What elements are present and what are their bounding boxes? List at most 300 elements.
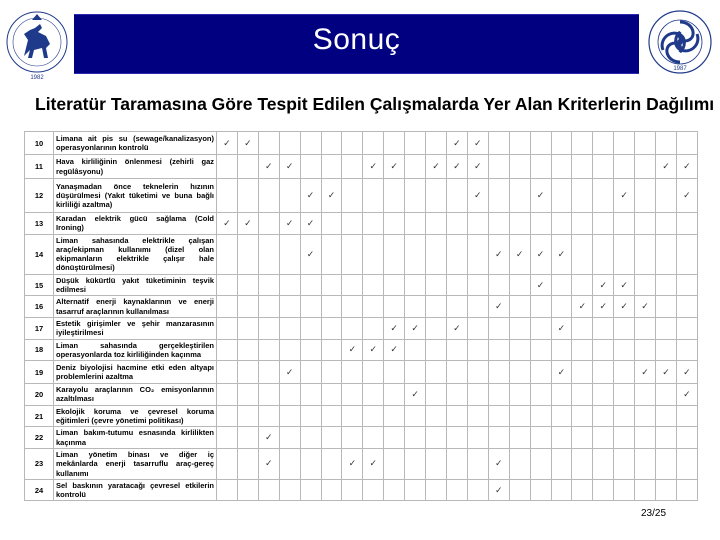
empty-cell [384,296,405,318]
empty-cell [217,179,238,213]
empty-cell [321,405,342,427]
empty-cell [405,427,426,449]
criterion-number: 12 [25,179,54,213]
empty-cell [300,448,321,479]
check-mark-icon: ✓ [488,479,509,501]
empty-cell [635,234,656,274]
empty-cell [405,361,426,384]
table-row [25,234,698,274]
empty-cell [342,405,363,427]
empty-cell [593,317,614,339]
check-mark-icon: ✓ [488,448,509,479]
empty-cell [217,155,238,179]
empty-cell [656,274,677,296]
empty-cell [405,339,426,361]
check-mark-icon: ✓ [363,448,384,479]
empty-cell [426,234,447,274]
empty-cell [467,427,488,449]
criterion-number: 10 [25,132,54,155]
empty-cell [446,427,467,449]
empty-cell [384,479,405,501]
empty-cell [237,234,258,274]
empty-cell [237,274,258,296]
empty-cell [656,405,677,427]
page-title: Sonuç [312,23,401,56]
check-mark-icon: ✓ [384,317,405,339]
empty-cell [426,361,447,384]
empty-cell [551,274,572,296]
empty-cell [258,405,279,427]
check-mark-icon: ✓ [446,317,467,339]
check-mark-icon: ✓ [342,339,363,361]
criterion-number: 18 [25,339,54,361]
empty-cell [530,317,551,339]
empty-cell [635,479,656,501]
empty-cell [363,479,384,501]
empty-cell [300,427,321,449]
empty-cell [467,339,488,361]
table-row [25,405,698,427]
empty-cell [614,339,635,361]
empty-cell [321,479,342,501]
empty-cell [530,296,551,318]
criterion-number: 13 [25,213,54,235]
empty-cell [676,448,697,479]
check-mark-icon: ✓ [530,234,551,274]
table-row [25,317,698,339]
empty-cell [426,132,447,155]
right-logo-year: 1987 [673,66,687,72]
empty-cell [614,405,635,427]
empty-cell [446,479,467,501]
table-row [25,274,698,296]
empty-cell [321,234,342,274]
empty-cell [405,132,426,155]
empty-cell [614,234,635,274]
empty-cell [342,179,363,213]
criterion-label: Liman sahasında elektrikle çalışan araç/ekipman kullanımı (dizel olan ekipmanların elektrikle çalışır hale dönüştürülmesi) [54,234,217,274]
empty-cell [217,274,238,296]
empty-cell [384,427,405,449]
table-row [25,361,698,384]
empty-cell [656,427,677,449]
empty-cell [467,296,488,318]
empty-cell [363,296,384,318]
empty-cell [635,317,656,339]
empty-cell [467,448,488,479]
empty-cell [342,155,363,179]
empty-cell [614,479,635,501]
empty-cell [467,384,488,406]
check-mark-icon: ✓ [530,179,551,213]
empty-cell [237,296,258,318]
empty-cell [593,479,614,501]
criterion-number: 24 [25,479,54,501]
empty-cell [509,155,530,179]
empty-cell [509,296,530,318]
check-mark-icon: ✓ [405,384,426,406]
empty-cell [342,384,363,406]
empty-cell [488,132,509,155]
criterion-label: Hava kirliliğinin önlenmesi (zehirli gaz regülâsyonu) [54,155,217,179]
empty-cell [467,274,488,296]
empty-cell [321,274,342,296]
empty-cell [426,405,447,427]
empty-cell [426,339,447,361]
empty-cell [405,155,426,179]
empty-cell [656,317,677,339]
empty-cell [342,479,363,501]
empty-cell [237,427,258,449]
empty-cell [237,361,258,384]
check-mark-icon: ✓ [384,339,405,361]
empty-cell [551,296,572,318]
check-mark-icon: ✓ [551,234,572,274]
empty-cell [217,479,238,501]
empty-cell [572,213,593,235]
empty-cell [384,384,405,406]
empty-cell [300,155,321,179]
empty-cell [614,361,635,384]
empty-cell [676,479,697,501]
empty-cell [426,448,447,479]
empty-cell [426,427,447,449]
empty-cell [258,296,279,318]
table-row [25,179,698,213]
check-mark-icon: ✓ [384,155,405,179]
empty-cell [217,234,238,274]
criterion-label: Karadan elektrik gücü sağlama (Cold Ironing) [54,213,217,235]
check-mark-icon: ✓ [488,234,509,274]
criteria-table [24,131,698,501]
empty-cell [321,427,342,449]
empty-cell [342,132,363,155]
empty-cell [363,427,384,449]
empty-cell [676,317,697,339]
empty-cell [593,361,614,384]
empty-cell [551,213,572,235]
empty-cell [279,427,300,449]
empty-cell [467,213,488,235]
empty-cell [446,384,467,406]
criterion-label: Liman sahasında gerçekleştirilen operasyonlarda toz kirliliğinden kaçınma [54,339,217,361]
empty-cell [363,317,384,339]
empty-cell [635,179,656,213]
check-mark-icon: ✓ [614,296,635,318]
section-subtitle: Literatür Taramasına Göre Tespit Edilen Çalışmalarda Yer Alan Kriterlerin Dağılımı [35,94,715,114]
empty-cell [342,361,363,384]
table-row [25,339,698,361]
empty-cell [488,274,509,296]
check-mark-icon: ✓ [635,296,656,318]
check-mark-icon: ✓ [676,384,697,406]
empty-cell [384,361,405,384]
empty-cell [342,427,363,449]
empty-cell [551,384,572,406]
empty-cell [593,339,614,361]
empty-cell [426,384,447,406]
check-mark-icon: ✓ [258,427,279,449]
check-mark-icon: ✓ [237,132,258,155]
empty-cell [426,296,447,318]
empty-cell [530,384,551,406]
empty-cell [300,361,321,384]
empty-cell [279,384,300,406]
check-mark-icon: ✓ [279,213,300,235]
check-mark-icon: ✓ [217,213,238,235]
empty-cell [217,384,238,406]
empty-cell [363,179,384,213]
empty-cell [279,274,300,296]
check-mark-icon: ✓ [426,155,447,179]
check-mark-icon: ✓ [593,274,614,296]
empty-cell [551,405,572,427]
check-mark-icon: ✓ [551,317,572,339]
empty-cell [551,155,572,179]
empty-cell [446,234,467,274]
empty-cell [321,296,342,318]
empty-cell [551,427,572,449]
empty-cell [676,427,697,449]
empty-cell [237,384,258,406]
empty-cell [635,213,656,235]
check-mark-icon: ✓ [656,361,677,384]
check-mark-icon: ✓ [656,155,677,179]
empty-cell [217,296,238,318]
empty-cell [279,448,300,479]
empty-cell [488,213,509,235]
empty-cell [572,155,593,179]
table-row [25,427,698,449]
check-mark-icon: ✓ [467,179,488,213]
empty-cell [258,213,279,235]
empty-cell [593,427,614,449]
empty-cell [530,448,551,479]
empty-cell [217,448,238,479]
empty-cell [217,427,238,449]
page-number: 23/25 [641,508,667,519]
empty-cell [572,427,593,449]
empty-cell [509,479,530,501]
empty-cell [530,405,551,427]
empty-cell [635,427,656,449]
empty-cell [488,427,509,449]
empty-cell [258,274,279,296]
empty-cell [656,296,677,318]
check-mark-icon: ✓ [446,132,467,155]
empty-cell [426,213,447,235]
check-mark-icon: ✓ [614,179,635,213]
empty-cell [509,339,530,361]
check-mark-icon: ✓ [258,448,279,479]
empty-cell [321,317,342,339]
empty-cell [509,427,530,449]
table-row [25,384,698,406]
empty-cell [446,274,467,296]
empty-cell [384,234,405,274]
empty-cell [279,296,300,318]
empty-cell [656,132,677,155]
criterion-label: Karayolu araçlarının CO₂ emisyonlarının azaltılması [54,384,217,406]
empty-cell [614,132,635,155]
criterion-number: 11 [25,155,54,179]
empty-cell [405,405,426,427]
empty-cell [321,155,342,179]
empty-cell [572,405,593,427]
empty-cell [237,317,258,339]
criterion-label: Liman bakım-tutumu esnasında kirlilikten kaçınma [54,427,217,449]
empty-cell [635,384,656,406]
empty-cell [656,448,677,479]
empty-cell [488,317,509,339]
empty-cell [237,179,258,213]
empty-cell [279,405,300,427]
empty-cell [363,405,384,427]
check-mark-icon: ✓ [279,361,300,384]
criterion-number: 15 [25,274,54,296]
empty-cell [300,405,321,427]
empty-cell [676,405,697,427]
empty-cell [488,384,509,406]
empty-cell [237,448,258,479]
empty-cell [614,448,635,479]
check-mark-icon: ✓ [593,296,614,318]
empty-cell [300,317,321,339]
empty-cell [384,448,405,479]
empty-cell [572,384,593,406]
empty-cell [237,479,258,501]
empty-cell [405,296,426,318]
university-logo [2,6,72,82]
empty-cell [635,274,656,296]
empty-cell [593,448,614,479]
empty-cell [635,132,656,155]
empty-cell [279,234,300,274]
empty-cell [509,361,530,384]
check-mark-icon: ✓ [237,213,258,235]
empty-cell [614,213,635,235]
empty-cell [551,179,572,213]
empty-cell [676,296,697,318]
empty-cell [426,179,447,213]
empty-cell [258,179,279,213]
empty-cell [237,405,258,427]
empty-cell [363,384,384,406]
empty-cell [446,213,467,235]
empty-cell [572,317,593,339]
empty-cell [279,179,300,213]
check-mark-icon: ✓ [405,317,426,339]
empty-cell [614,155,635,179]
check-mark-icon: ✓ [467,132,488,155]
empty-cell [321,213,342,235]
empty-cell [572,479,593,501]
empty-cell [467,405,488,427]
empty-cell [300,479,321,501]
empty-cell [656,479,677,501]
empty-cell [509,384,530,406]
empty-cell [656,384,677,406]
empty-cell [488,361,509,384]
empty-cell [446,448,467,479]
check-mark-icon: ✓ [217,132,238,155]
criterion-number: 23 [25,448,54,479]
empty-cell [635,339,656,361]
empty-cell [258,361,279,384]
criterion-label: Alternatif enerji kaynaklarının ve enerji tasarruf araçlarının kullanılması [54,296,217,318]
empty-cell [342,317,363,339]
empty-cell [656,234,677,274]
empty-cell [488,155,509,179]
empty-cell [446,296,467,318]
criterion-number: 22 [25,427,54,449]
empty-cell [572,448,593,479]
empty-cell [258,339,279,361]
empty-cell [405,234,426,274]
empty-cell [530,155,551,179]
empty-cell [321,384,342,406]
empty-cell [279,317,300,339]
header [0,0,720,90]
empty-cell [593,179,614,213]
empty-cell [342,234,363,274]
left-logo-year: 1982 [30,75,44,81]
check-mark-icon: ✓ [300,213,321,235]
empty-cell [593,155,614,179]
empty-cell [530,361,551,384]
empty-cell [217,405,238,427]
criterion-label: Liman yönetim binası ve diğer iç mekânlarda enerji tasarruflu araç-gereç kullanımı [54,448,217,479]
empty-cell [300,296,321,318]
empty-cell [488,339,509,361]
empty-cell [572,361,593,384]
empty-cell [279,339,300,361]
empty-cell [363,132,384,155]
empty-cell [384,213,405,235]
empty-cell [321,339,342,361]
empty-cell [258,317,279,339]
empty-cell [446,179,467,213]
empty-cell [509,132,530,155]
check-mark-icon: ✓ [530,274,551,296]
empty-cell [614,427,635,449]
empty-cell [593,234,614,274]
check-mark-icon: ✓ [300,234,321,274]
empty-cell [509,405,530,427]
empty-cell [593,384,614,406]
table-row [25,155,698,179]
empty-cell [676,213,697,235]
check-mark-icon: ✓ [551,361,572,384]
table-row [25,479,698,501]
empty-cell [446,339,467,361]
empty-cell [426,317,447,339]
check-mark-icon: ✓ [676,361,697,384]
empty-cell [363,361,384,384]
empty-cell [363,213,384,235]
empty-cell [593,132,614,155]
criterion-number: 21 [25,405,54,427]
institute-logo [645,6,715,82]
empty-cell [530,339,551,361]
empty-cell [405,179,426,213]
criterion-label: Deniz biyolojisi hacmine etki eden altyapı problemlerini azaltma [54,361,217,384]
empty-cell [258,132,279,155]
empty-cell [676,274,697,296]
empty-cell [217,339,238,361]
empty-cell [572,274,593,296]
empty-cell [676,234,697,274]
